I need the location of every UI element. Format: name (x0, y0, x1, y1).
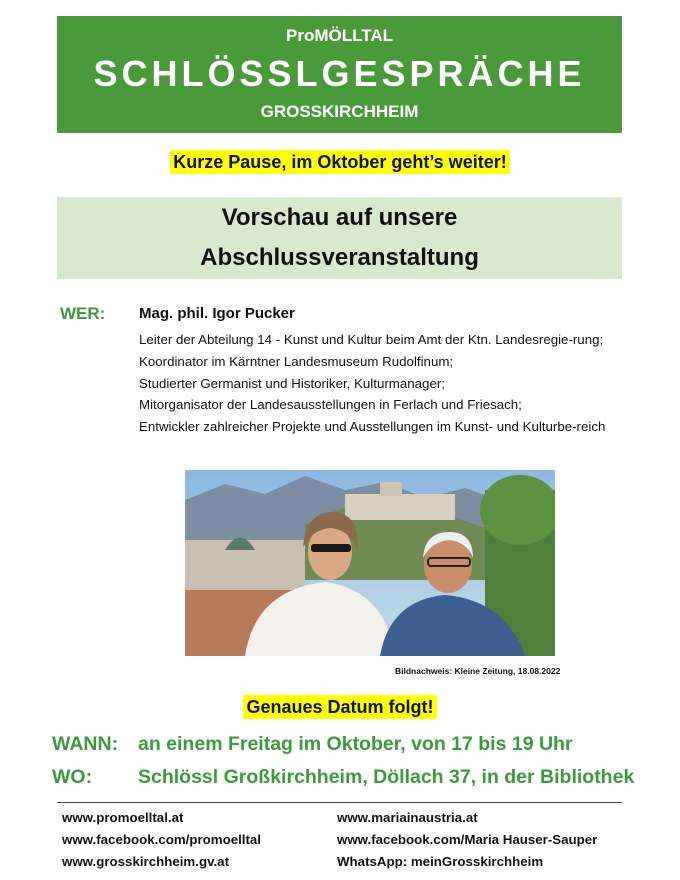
footer-link[interactable]: www.facebook.com/promoelltal (62, 832, 261, 847)
speaker-bio (139, 331, 619, 440)
where-label: WO: (52, 766, 93, 788)
bio-line: Koordinator im Kärntner Landesmuseum Rudolfinum; (139, 353, 454, 369)
preview-line-1: Vorschau auf unsere (221, 204, 458, 231)
preview-box (57, 197, 622, 279)
date-notice-text: Genaues Datum folgt! (243, 695, 436, 719)
pause-notice (0, 152, 680, 173)
footer-links-left (62, 807, 261, 873)
footer-link[interactable]: www.promoelltal.at (62, 810, 184, 825)
who-label: WER: (60, 304, 106, 323)
when-label: WANN: (52, 733, 119, 755)
photo-fortress-tower (380, 482, 402, 496)
header-title: SCHLÖSSLGESPRÄCHE (93, 53, 586, 94)
header-banner (57, 16, 622, 133)
photo-woman-sunglasses (311, 544, 351, 552)
footer-link[interactable]: www.mariainaustria.at (337, 810, 478, 825)
speaker-photo (185, 470, 555, 656)
header-subtitle: GROSSKIRCHHEIM (260, 102, 419, 121)
photo-fortress (345, 494, 455, 520)
footer-link[interactable]: www.facebook.com/Maria Hauser-Sauper (337, 832, 598, 847)
where-value: Schlössl Großkirchheim, Döllach 37, in der Bibliothek (138, 766, 635, 788)
bio-line: Leiter der Abteilung 14 - Kunst und Kultur beim Amt der Ktn. Landesregie-rung; (139, 332, 604, 347)
footer-contact: WhatsApp: meinGrosskirchheim (337, 854, 544, 869)
footer-link[interactable]: www.grosskirchheim.gv.at (62, 854, 229, 869)
date-notice (0, 697, 680, 718)
bio-line: Studierter Germanist und Historiker, Kulturmanager; (139, 375, 445, 391)
header-pre-title: ProMÖLLTAL (285, 26, 393, 45)
photo-credit: Bildnachweis: Kleine Zeitung, 18.08.2022 (395, 666, 561, 676)
footer-links-right (337, 807, 597, 873)
bio-line: Mitorganisator der Landesausstellungen in Ferlach und Friesach; (139, 397, 522, 413)
footer-divider (57, 802, 622, 803)
pause-notice-text: Kurze Pause, im Oktober geht’s weiter! (170, 150, 509, 174)
preview-line-2: Abschlussveranstaltung (200, 244, 479, 271)
bio-line: Entwickler zahlreicher Projekte und Ausstellungen im Kunst- und Kulturbe-reich (139, 419, 606, 435)
when-value: an einem Freitag im Oktober, von 17 bis 19 Uhr (138, 733, 573, 755)
speaker-name: Mag. phil. Igor Pucker (139, 305, 295, 322)
